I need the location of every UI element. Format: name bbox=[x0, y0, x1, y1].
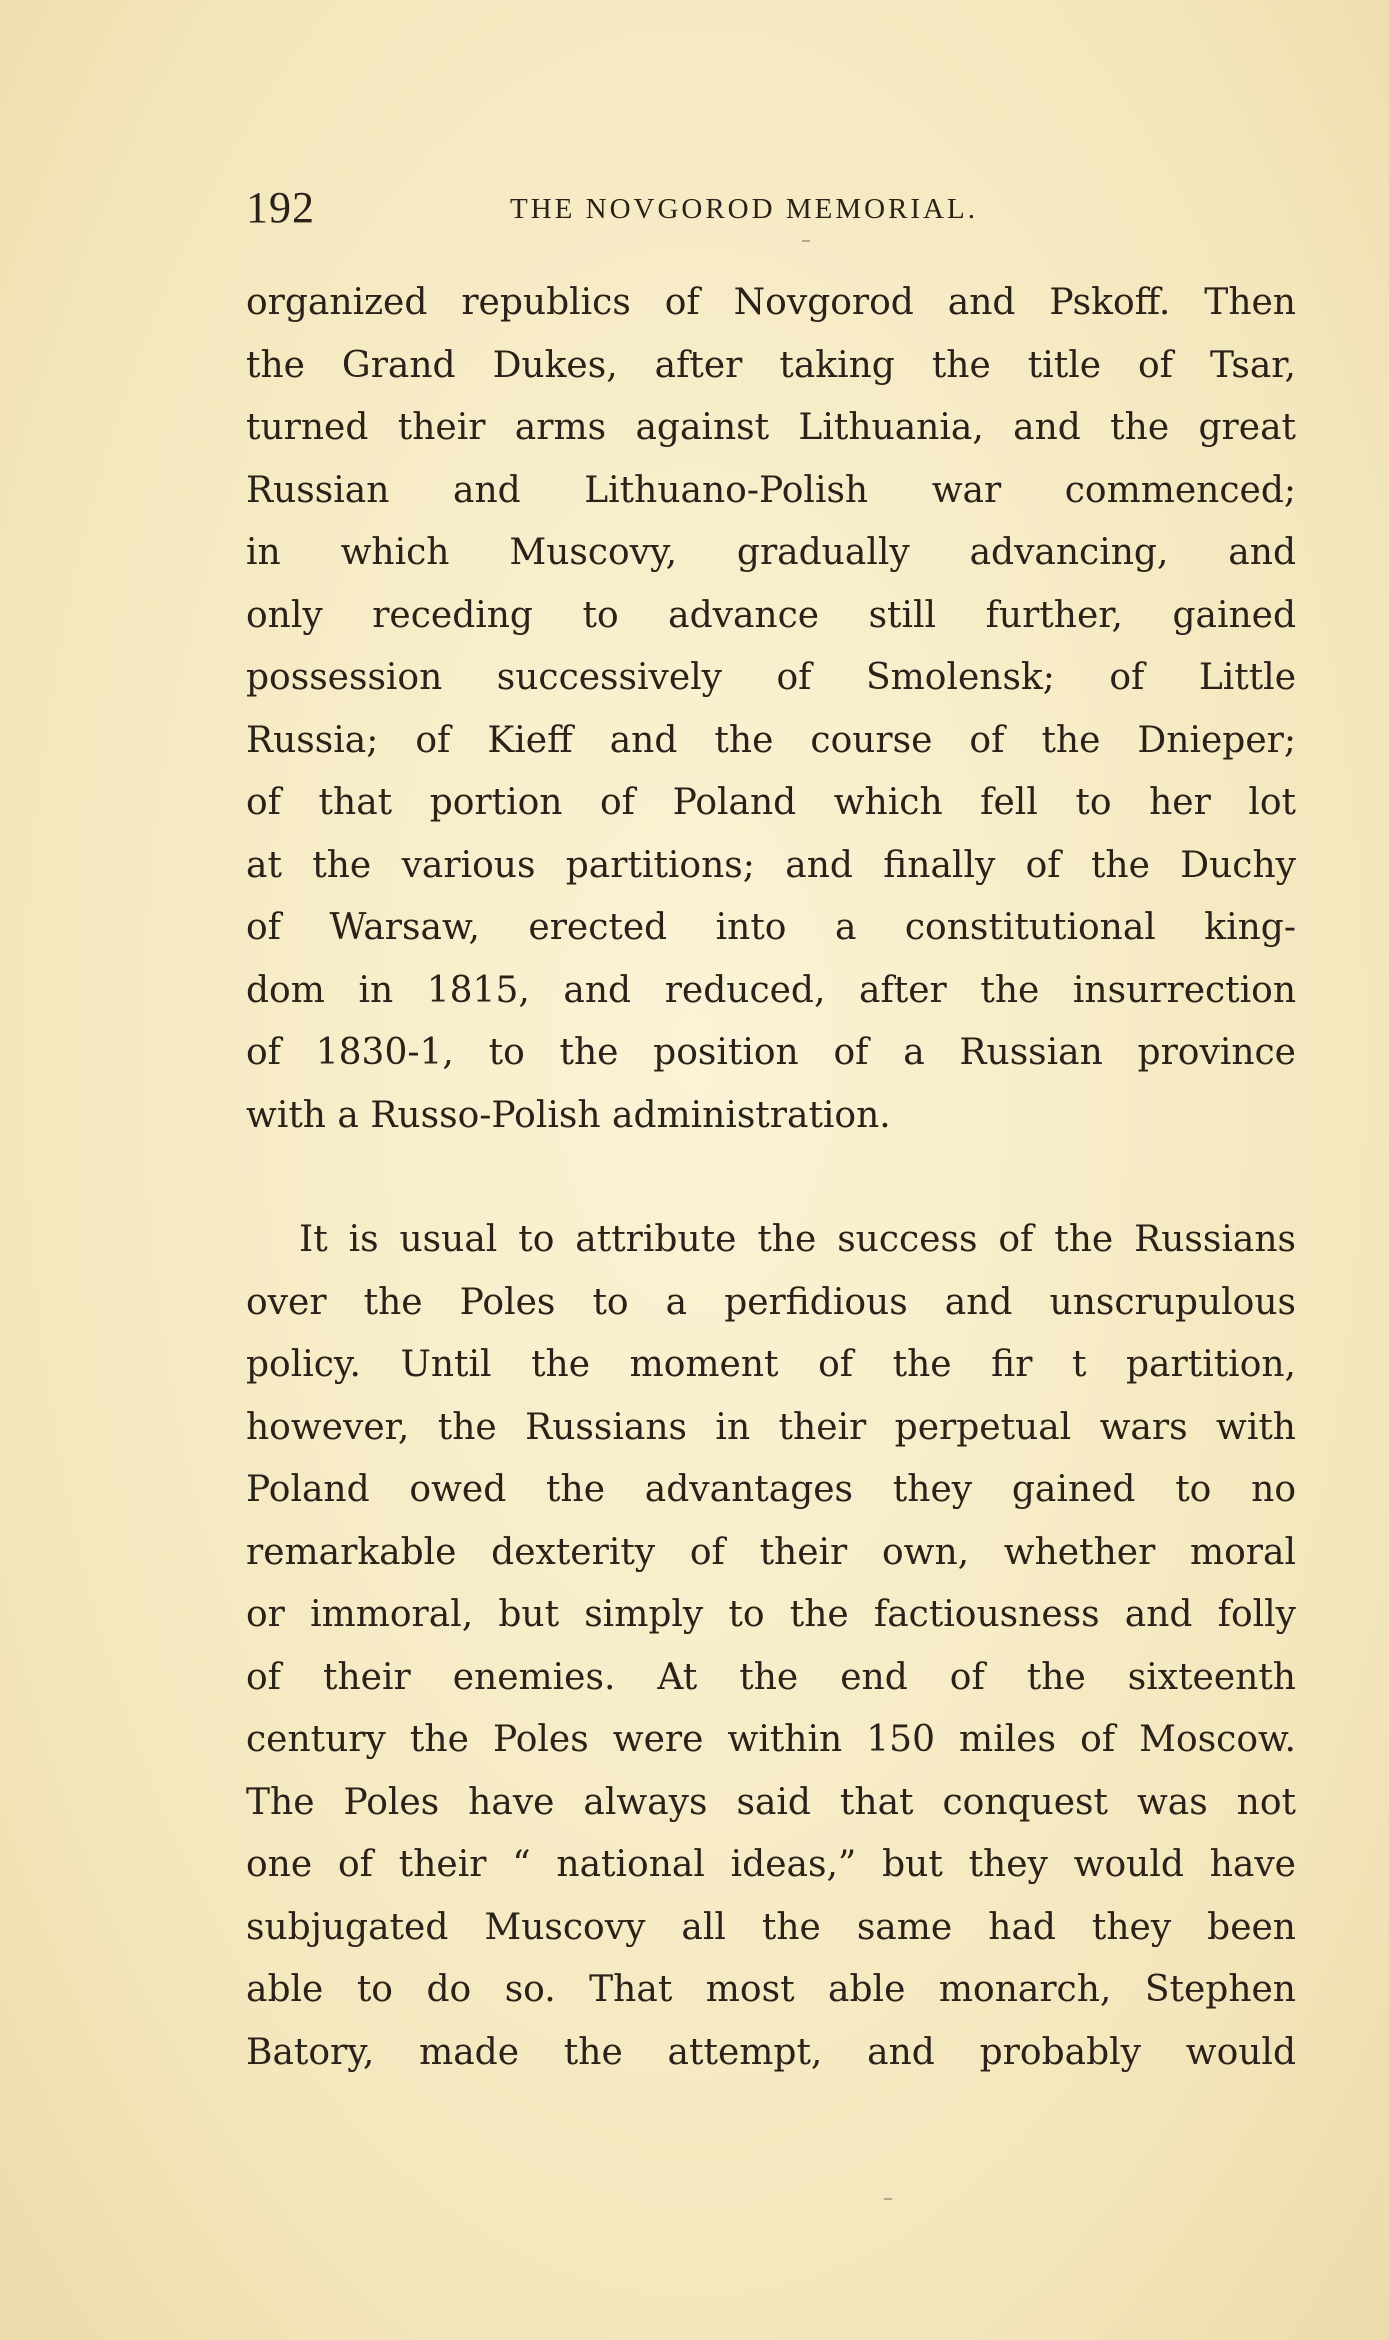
text-line: in which Muscovy, gradually advancing, and bbox=[246, 532, 1296, 573]
text-line: only receding to advance still further, gained bbox=[246, 594, 1296, 636]
text-line: subjugated Muscovy all the same had they been bbox=[246, 1906, 1296, 1948]
text-line: of that portion of Poland which fell to her lot bbox=[246, 782, 1296, 823]
text-line: over the Poles to a perfidious and unscrupulous bbox=[246, 1281, 1296, 1323]
text-line: however, the Russians in their perpetual wars with bbox=[246, 1406, 1296, 1448]
page-number: 192 bbox=[246, 183, 315, 232]
text-line: Poland owed the advantages they gained to no bbox=[246, 1469, 1296, 1510]
text-line: The Poles have always said that conquest was not bbox=[246, 1781, 1296, 1823]
text-line: turned their arms against Lithuania, and the great bbox=[246, 407, 1296, 448]
text-line: with a Russo-Polish administration. bbox=[246, 1094, 891, 1136]
text-line: one of their “ national ideas,” but they would have bbox=[246, 1844, 1296, 1885]
text-line: possession successively of Smolensk; of Little bbox=[246, 657, 1296, 698]
text-line: or immoral, but simply to the factiousness and folly bbox=[246, 1594, 1296, 1635]
page-header bbox=[246, 178, 1296, 238]
text-line: Russian and Lithuano-Polish war commenced; bbox=[246, 469, 1296, 511]
paragraph-1 bbox=[246, 272, 1296, 1147]
text-line: century the Poles were within 150 miles of Moscow. bbox=[246, 1719, 1296, 1760]
text-line: the Grand Dukes, after taking the title of Tsar, bbox=[246, 344, 1296, 386]
paragraph-2 bbox=[246, 1209, 1296, 2084]
text-line: Russia; of Kieff and the course of the Dnieper; bbox=[246, 719, 1296, 761]
body-text bbox=[246, 272, 1296, 2084]
text-line: of their enemies. At the end of the sixteenth bbox=[246, 1656, 1296, 1698]
paper-speck bbox=[802, 240, 810, 242]
text-line: Batory, made the attempt, and probably would bbox=[246, 2031, 1296, 2073]
running-title: THE NOVGOROD MEMORIAL. bbox=[510, 193, 978, 225]
text-line: It is usual to attribute the success of the Russians bbox=[299, 1219, 1296, 1260]
text-line: of Warsaw, erected into a constitutional king- bbox=[246, 907, 1296, 948]
text-line: organized republics of Novgorod and Pskoff. Then bbox=[246, 282, 1296, 323]
text-line: policy. Until the moment of the fir t partition, bbox=[246, 1344, 1296, 1385]
text-line: remarkable dexterity of their own, whether moral bbox=[246, 1531, 1296, 1573]
text-line: of 1830-1, to the position of a Russian province bbox=[246, 1032, 1296, 1073]
text-line: at the various partitions; and finally of the Duchy bbox=[246, 844, 1296, 886]
text-line: dom in 1815, and reduced, after the insurrection bbox=[246, 969, 1296, 1011]
paper-speck bbox=[884, 2198, 892, 2200]
text-line: able to do so. That most able monarch, Stephen bbox=[246, 1969, 1296, 2010]
